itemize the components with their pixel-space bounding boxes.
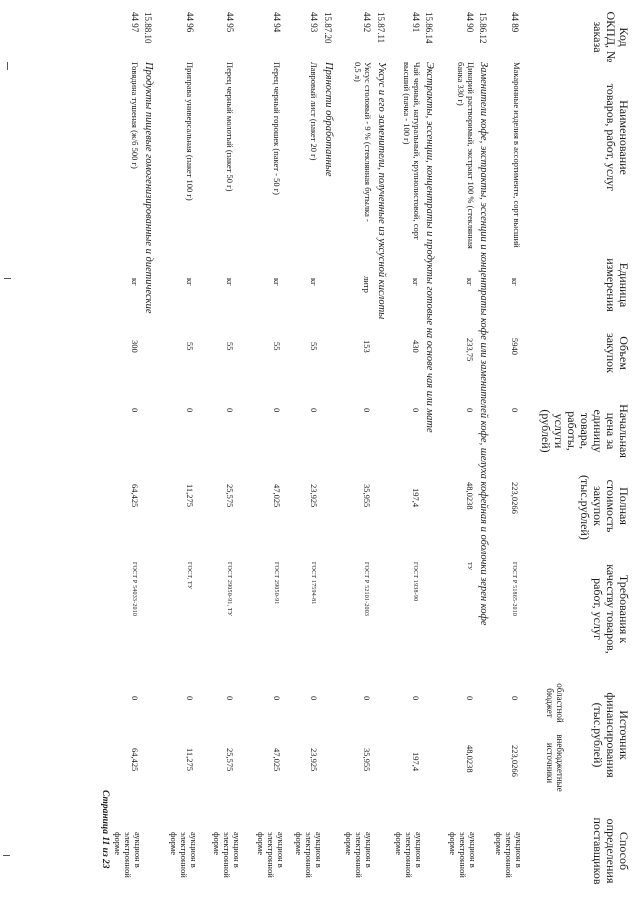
row-price: 0 [309, 408, 319, 413]
row-method: аукцион в электронной форме [344, 832, 374, 878]
row-budget: 0 [185, 696, 195, 701]
row-unit: кг [510, 278, 520, 286]
row-price: 0 [130, 408, 140, 413]
header-funding-budget: областной бюджет [545, 683, 565, 723]
row-method: аукцион в электронной форме [494, 832, 524, 878]
row-total: 25,575 [225, 484, 235, 508]
row-num: 44 89 [510, 12, 520, 33]
group-code: 15.86.14 [424, 12, 434, 44]
header-volume: Объем закупок [604, 333, 631, 373]
row-method: аукцион в электронной форме [212, 832, 242, 878]
group-title: Продукты пищевые гомогенизированные и диетические [143, 62, 154, 314]
header-requirements: Требования к качеству товаров, работ, услуг [591, 564, 631, 654]
row-name: Приправа универсальная (пакет 100 г) [185, 62, 195, 201]
row-method: аукцион в электронной форме [169, 832, 199, 878]
header-price: Начальная цена за единицу товара, работы, услуги (рублей) [539, 404, 631, 458]
header-name: Наименование товаров, работ, услуг [604, 83, 631, 192]
group-title: Пряности обработанные [323, 62, 334, 177]
row-budget: 0 [510, 696, 520, 701]
row-budget: 0 [309, 696, 319, 701]
row-num: 44 97 [130, 12, 140, 33]
row-num: 44 91 [411, 12, 421, 33]
row-name: Чай черный, натуральный, крупнолистовой, сорт высший (пачка - 100 г) [402, 62, 422, 240]
header-funding-extra: внебюджетные источники [545, 734, 565, 792]
row-num: 44 96 [185, 12, 195, 33]
group-code: 15.87.20 [323, 12, 333, 44]
scan-mark [7, 62, 8, 70]
row-requirements: ГОСТ Р 52101-2003 [363, 562, 369, 617]
row-total: 48,0238 [465, 482, 475, 510]
group-title: Экстракты, эссенции, концентраты и продукты готовые на основе чая или мате [424, 62, 435, 433]
row-total: 23,925 [309, 484, 319, 508]
row-requirements: ГОСТ Р 51865-2010 [511, 562, 517, 617]
header-method: Способ определения поставщиков [591, 817, 631, 885]
row-total: 35,955 [362, 484, 372, 508]
row-budget: 0 [272, 696, 282, 701]
row-price: 0 [362, 408, 372, 413]
row-extra: 47,025 [272, 748, 282, 772]
row-volume: 55 [272, 342, 282, 351]
row-total: 197,4 [411, 488, 421, 508]
row-extra: 11,275 [185, 748, 195, 772]
row-unit: кг [225, 278, 235, 286]
row-name: Говядина тушеная (ж/б 500 г) [130, 62, 140, 169]
row-budget: 0 [225, 696, 235, 701]
row-requirements: ГОСТ 29050-91 [273, 562, 279, 605]
row-extra: 23,925 [309, 748, 319, 772]
scan-mark [3, 855, 10, 856]
row-volume: 153 [362, 340, 372, 353]
group-title: Уксус и его заменители, полученные из уксусной кислоты [376, 62, 387, 320]
row-budget: 0 [130, 696, 140, 701]
header-total: Полная стоимость закупок (тыс.рублей) [578, 475, 631, 540]
row-volume: 55 [225, 342, 235, 351]
row-total: 47,025 [272, 484, 282, 508]
row-name: Лавровый лист (пакет 20 г) [309, 62, 319, 161]
row-unit: литр [362, 276, 372, 293]
group-code: 15.87.11 [376, 12, 386, 44]
row-requirements: ГОСТ 1938-90 [412, 562, 418, 602]
row-budget: 0 [411, 696, 421, 701]
row-requirements: ТУ [466, 562, 472, 571]
row-unit: кг [465, 278, 475, 286]
header-code: Код ОКПД, № заказа [591, 11, 631, 63]
row-num: 44 93 [309, 12, 319, 33]
row-price: 0 [225, 408, 235, 413]
row-price: 0 [185, 408, 195, 413]
row-unit: кг [272, 278, 282, 286]
row-volume: 233,75 [465, 338, 475, 362]
row-method: аукцион в электронной форме [113, 832, 143, 878]
row-total: 64,425 [130, 484, 140, 508]
row-name: Перец черный горошек (пакет - 50 г) [272, 62, 282, 196]
row-volume: 300 [130, 340, 140, 353]
row-method: аукцион в электронной форме [294, 832, 324, 878]
row-num: 44 90 [465, 12, 475, 33]
row-price: 0 [465, 408, 475, 413]
header-funding: Источник финансирования (тыс.рублей) [591, 692, 631, 778]
row-num: 44 94 [272, 12, 282, 33]
row-volume: 55 [185, 342, 195, 351]
row-method: аукцион в электронной форме [448, 832, 478, 878]
row-total: 223,0266 [510, 482, 520, 514]
row-unit: кг [130, 278, 140, 286]
header-unit: Единица измерения [604, 258, 631, 312]
page-number: Страница 11 из 23 [100, 790, 110, 869]
row-volume: 430 [411, 340, 421, 353]
group-title: Заменители кофе, экстракты, эссенции и концентраты кофе или заменителей кофе, шелуха кофейная и оболочки зерен кофе [478, 62, 489, 626]
row-total: 11,275 [185, 484, 195, 508]
row-extra: 223,0266 [510, 745, 520, 777]
row-budget: 0 [362, 696, 372, 701]
row-unit: кг [185, 278, 195, 286]
row-unit: кг [411, 278, 421, 286]
group-code: 15.86.12 [478, 12, 488, 44]
row-extra: 64,425 [130, 748, 140, 772]
row-requirements: ГОСТ Р 54033-2010 [131, 562, 137, 617]
row-extra: 25,575 [225, 748, 235, 772]
row-price: 0 [510, 408, 520, 413]
row-name: Перец черный молотый (пакет 50 г) [225, 62, 235, 192]
row-budget: 0 [465, 696, 475, 701]
row-price: 0 [411, 408, 421, 413]
row-volume: 5940 [510, 338, 520, 355]
row-name: Макаронные изделия в ассортименте, сорт высший [512, 62, 522, 248]
group-code: 15.88.10 [143, 12, 153, 44]
row-volume: 55 [309, 342, 319, 351]
scan-mark [4, 278, 11, 279]
row-extra: 35,955 [362, 748, 372, 772]
row-unit: кг [309, 278, 319, 286]
row-requirements: ГОСТ 17594-81 [310, 562, 316, 605]
row-name: Цикорий растворимый, экстракт 100 % (стеклянная банка 330 г) [456, 62, 476, 249]
row-price: 0 [272, 408, 282, 413]
row-num: 44 95 [225, 12, 235, 33]
row-name: Уксус столовый - 9 % (стеклянная бутылка - 0,5 л) [353, 62, 373, 222]
row-extra: 197,4 [411, 752, 421, 772]
row-method: аукцион в электронной форме [394, 832, 424, 878]
row-requirements: ГОСТ 29050-91, ТУ [226, 562, 232, 617]
row-extra: 48,0238 [465, 745, 475, 773]
row-num: 44 92 [362, 12, 372, 33]
row-method: аукцион в электронной форме [256, 832, 286, 878]
row-requirements: ГОСТ, ТУ [186, 562, 192, 590]
